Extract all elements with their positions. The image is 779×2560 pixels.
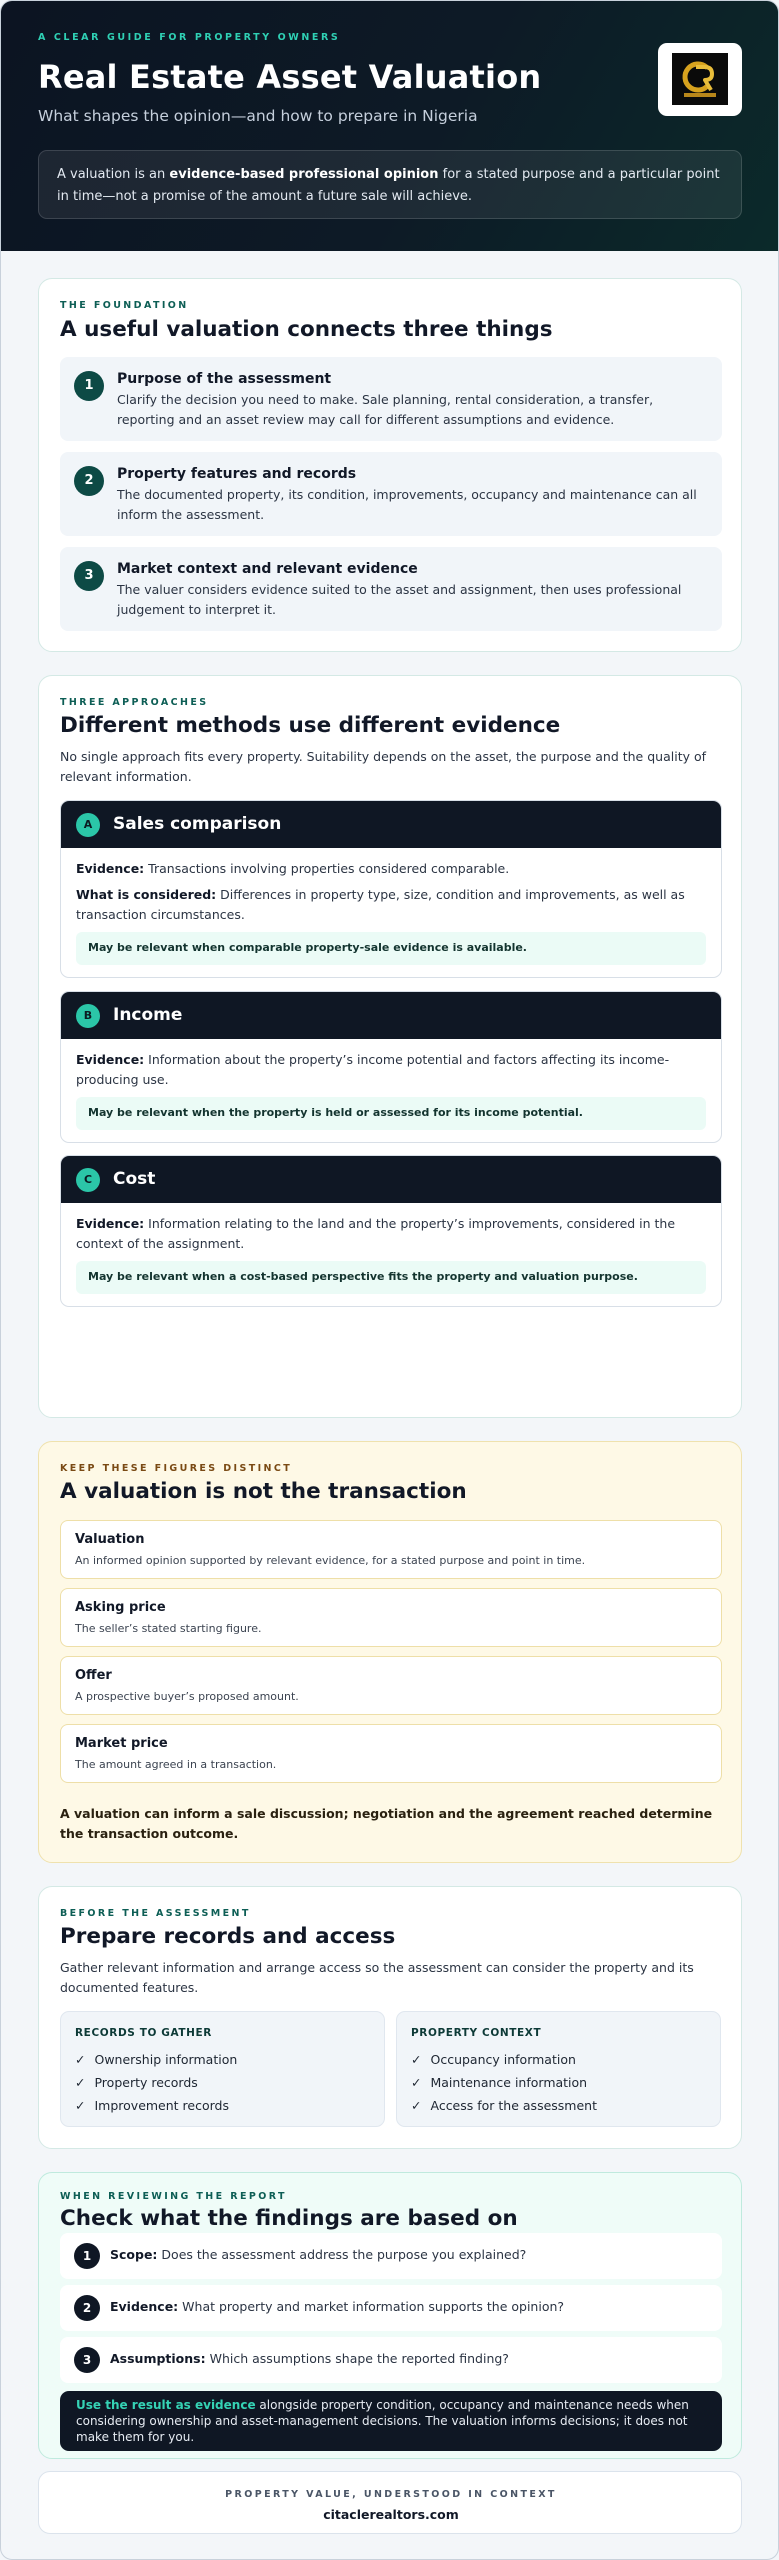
hero-eyebrow: A CLEAR GUIDE FOR PROPERTY OWNERS [38, 32, 341, 43]
callout-emphasis: evidence-based professional opinion [169, 167, 439, 182]
checklist-item [75, 2052, 237, 2067]
footer-website-link[interactable]: citaclerealtors.com [323, 2507, 459, 2522]
check-number-badge: 3 [74, 2347, 100, 2373]
method-badge: B [76, 1004, 100, 1028]
section-kicker: BEFORE THE ASSESSMENT [60, 1908, 251, 1919]
check-label: Evidence: [110, 2299, 179, 2314]
method-header [61, 992, 722, 1039]
check-icon: ✓ [411, 2098, 422, 2113]
method-badge: C [76, 1168, 100, 1192]
check-number-badge: 1 [74, 2243, 100, 2269]
footer-tagline: PROPERTY VALUE, UNDERSTOOD IN CONTEXT [225, 2489, 557, 2500]
review-section [38, 2172, 742, 2459]
method-card-sales-comparison [60, 800, 722, 978]
section-lead: Gather relevant information and arrange access so the assessment can consider the property and its documented features. [60, 1960, 694, 1995]
figure-card-market-price [60, 1724, 722, 1783]
checklist-text: Access for the assessment [430, 2098, 597, 2113]
property-context-box [396, 2011, 721, 2127]
section-title: A valuation is not the transaction [60, 1479, 467, 1504]
evidence-label: Evidence: [76, 1216, 145, 1231]
checklist-text: Maintenance information [430, 2075, 588, 2090]
checklist-text: Property records [94, 2075, 198, 2090]
check-question: Does the assessment address the purpose you explained? [161, 2247, 527, 2262]
logo-mark [672, 53, 728, 105]
foundation-section [38, 278, 742, 652]
section-kicker: THREE APPROACHES [60, 697, 209, 708]
section-kicker: KEEP THESE FIGURES DISTINCT [60, 1463, 293, 1474]
evidence-text: Transactions involving properties considered comparable. [148, 861, 510, 876]
item-title: Property features and records [117, 466, 357, 482]
method-badge: A [76, 813, 100, 837]
checklist-text: Improvement records [94, 2098, 229, 2113]
item-title: Purpose of the assessment [117, 371, 332, 387]
review-summary-box [60, 2391, 722, 2451]
distinct-conclusion: A valuation can inform a sale discussion; negotiation and the agreement reached determine the transaction outcome. [60, 1806, 713, 1841]
review-check-item [60, 2233, 722, 2279]
foundation-item [60, 452, 722, 536]
check-icon: ✓ [75, 2098, 86, 2113]
page-subtitle: What shapes the opinion—and how to prepare in Nigeria [38, 107, 478, 125]
evidence-label: Evidence: [76, 1052, 145, 1067]
section-kicker: WHEN REVIEWING THE REPORT [60, 2191, 287, 2202]
figure-card-offer [60, 1656, 722, 1715]
method-note: May be relevant when a cost-based perspective fits the property and valuation purpose. [76, 1261, 706, 1294]
method-title: Sales comparison [113, 814, 282, 834]
considered-text: Differences in property type, size, condition and improvements, as well as transaction circumstances. [76, 887, 685, 922]
evidence-label: Evidence: [76, 861, 145, 876]
figure-description: The amount agreed in a transaction. [75, 1758, 277, 1771]
figure-description: A prospective buyer’s proposed amount. [75, 1690, 299, 1703]
callout-text: A valuation is an [57, 167, 170, 182]
review-check-item [60, 2337, 722, 2383]
method-title: Income [113, 1005, 183, 1025]
check-label: Assumptions: [110, 2351, 206, 2366]
check-icon: ✓ [75, 2052, 86, 2067]
logo-emblem-icon [672, 53, 728, 105]
page-footer [38, 2471, 742, 2534]
records-to-gather-box [60, 2011, 385, 2127]
method-header [61, 1156, 722, 1203]
section-lead: No single approach fits every property. Suitability depends on the asset, the purpose and the quality of relevant information. [60, 749, 707, 784]
method-note: May be relevant when the property is held or assessed for its income potential. [76, 1097, 706, 1130]
section-kicker: THE FOUNDATION [60, 300, 189, 311]
method-evidence [76, 1214, 701, 1254]
section-title: A useful valuation connects three things [60, 317, 553, 342]
item-description: The documented property, its condition, improvements, occupancy and maintenance can all inform the assessment. [117, 487, 697, 522]
item-title: Market context and relevant evidence [117, 561, 418, 577]
checklist-item [75, 2075, 198, 2090]
evidence-text: Information about the property’s income potential and factors affecting its income-producing use. [76, 1052, 670, 1087]
checklist-item [411, 2098, 597, 2113]
check-icon: ✓ [75, 2075, 86, 2090]
check-question: What property and market information supports the opinion? [182, 2299, 565, 2314]
section-title: Check what the findings are based on [60, 2206, 518, 2231]
check-label: Scope: [110, 2247, 158, 2262]
checklist-item [411, 2052, 576, 2067]
approaches-section [38, 675, 742, 1418]
check-icon: ✓ [411, 2052, 422, 2067]
figure-description: The seller’s stated starting figure. [75, 1622, 262, 1635]
hero-banner [1, 1, 778, 251]
step-number-badge: 1 [74, 371, 104, 401]
company-logo [658, 43, 742, 116]
method-card-income [60, 991, 722, 1143]
step-number-badge: 2 [74, 466, 104, 496]
figure-card-valuation [60, 1520, 722, 1579]
method-card-cost [60, 1155, 722, 1307]
figure-title: Offer [75, 1668, 112, 1683]
summary-text: alongside property condition, occupancy and maintenance needs when considering ownership and asset-management decisions. The valuation informs decisions; it does not make them for you. [76, 2398, 689, 2444]
section-title: Prepare records and access [60, 1924, 396, 1949]
check-question: Which assumptions shape the reported finding? [209, 2351, 509, 2366]
method-title: Cost [113, 1169, 156, 1189]
checklist-item [411, 2075, 587, 2090]
item-description: Clarify the decision you need to make. Sale planning, rental consideration, a transfer, reporting and an asset review may call for different assumptions and evidence. [117, 392, 654, 427]
considered-label: What is considered: [76, 887, 217, 902]
evidence-text: Information relating to the land and the property’s improvements, considered in the context of the assignment. [76, 1216, 676, 1251]
summary-highlight: Use the result as evidence [76, 2398, 256, 2412]
figure-title: Market price [75, 1736, 168, 1751]
callout-text-end: for a stated purpose and a particular point in time—not a promise of the amount a future sale will achieve. [57, 167, 720, 204]
figure-description: An informed opinion supported by relevant evidence, for a stated purpose and point in time. [75, 1554, 586, 1567]
item-description: The valuer considers evidence suited to the asset and assignment, then uses professional judgement to interpret it. [117, 582, 682, 617]
foundation-item [60, 357, 722, 441]
box-title: RECORDS TO GATHER [75, 2027, 212, 2039]
check-text [110, 2351, 509, 2366]
figure-title: Asking price [75, 1600, 166, 1615]
foundation-item [60, 547, 722, 631]
prepare-section [38, 1886, 742, 2149]
check-text [110, 2247, 526, 2262]
checklist-text: Ownership information [94, 2052, 238, 2067]
step-number-badge: 3 [74, 561, 104, 591]
check-number-badge: 2 [74, 2295, 100, 2321]
method-note: May be relevant when comparable property-sale evidence is available. [76, 932, 706, 965]
box-title: PROPERTY CONTEXT [411, 2027, 542, 2039]
figure-card-asking-price [60, 1588, 722, 1647]
method-evidence [76, 1050, 701, 1090]
check-icon: ✓ [411, 2075, 422, 2090]
checklist-text: Occupancy information [430, 2052, 576, 2067]
section-title: Different methods use different evidence [60, 713, 561, 738]
review-check-item [60, 2285, 722, 2331]
distinct-figures-section [38, 1441, 742, 1863]
figure-title: Valuation [75, 1532, 145, 1547]
check-text [110, 2299, 564, 2314]
method-evidence [76, 859, 701, 879]
definition-callout [38, 150, 742, 219]
page-title: Real Estate Asset Valuation [38, 58, 542, 96]
method-considered [76, 885, 701, 925]
checklist-item [75, 2098, 229, 2113]
method-header [61, 801, 722, 848]
